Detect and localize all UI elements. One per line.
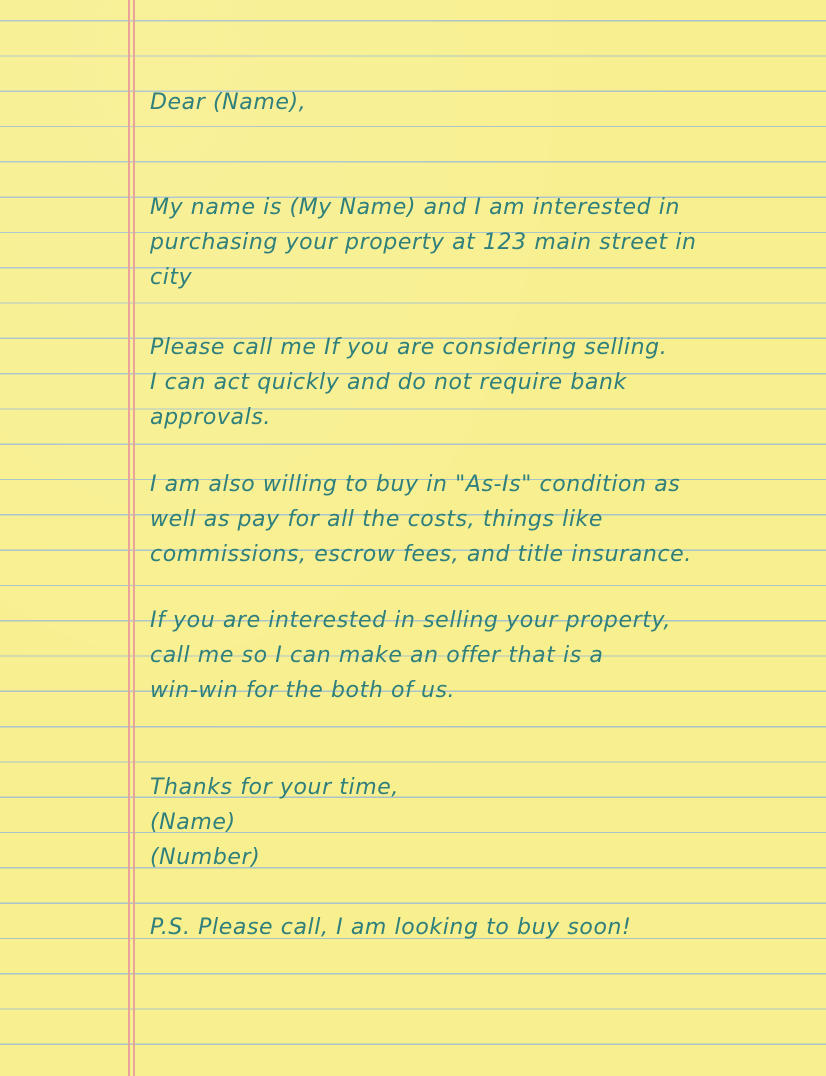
signature-name: (Name): [150, 810, 236, 835]
paragraph-1-line-3: city: [150, 265, 193, 290]
paragraph-2-line-3: approvals.: [150, 405, 271, 430]
postscript: P.S. Please call, I am looking to buy soon!: [150, 915, 632, 940]
paragraph-2-line-1: Please call me If you are considering selling.: [150, 335, 668, 360]
paragraph-4-line-2: call me so I can make an offer that is a: [150, 643, 604, 668]
paragraph-3-line-1: I am also willing to buy in "As-Is" condition as: [150, 472, 681, 497]
paragraph-1-line-2: purchasing your property at 123 main street in: [150, 230, 697, 255]
signature-number: (Number): [150, 845, 261, 870]
greeting: Dear (Name),: [150, 90, 307, 115]
paragraph-1-line-1: My name is (My Name) and I am interested in: [150, 195, 681, 220]
paragraph-4-line-1: If you are interested in selling your property,: [150, 608, 671, 633]
paragraph-2-line-2: I can act quickly and do not require bank: [150, 370, 627, 395]
paragraph-4-line-3: win-win for the both of us.: [150, 678, 456, 703]
paragraph-3-line-2: well as pay for all the costs, things like: [150, 507, 604, 532]
paragraph-3-line-3: commissions, escrow fees, and title insurance.: [150, 542, 692, 567]
closing: Thanks for your time,: [150, 775, 400, 800]
